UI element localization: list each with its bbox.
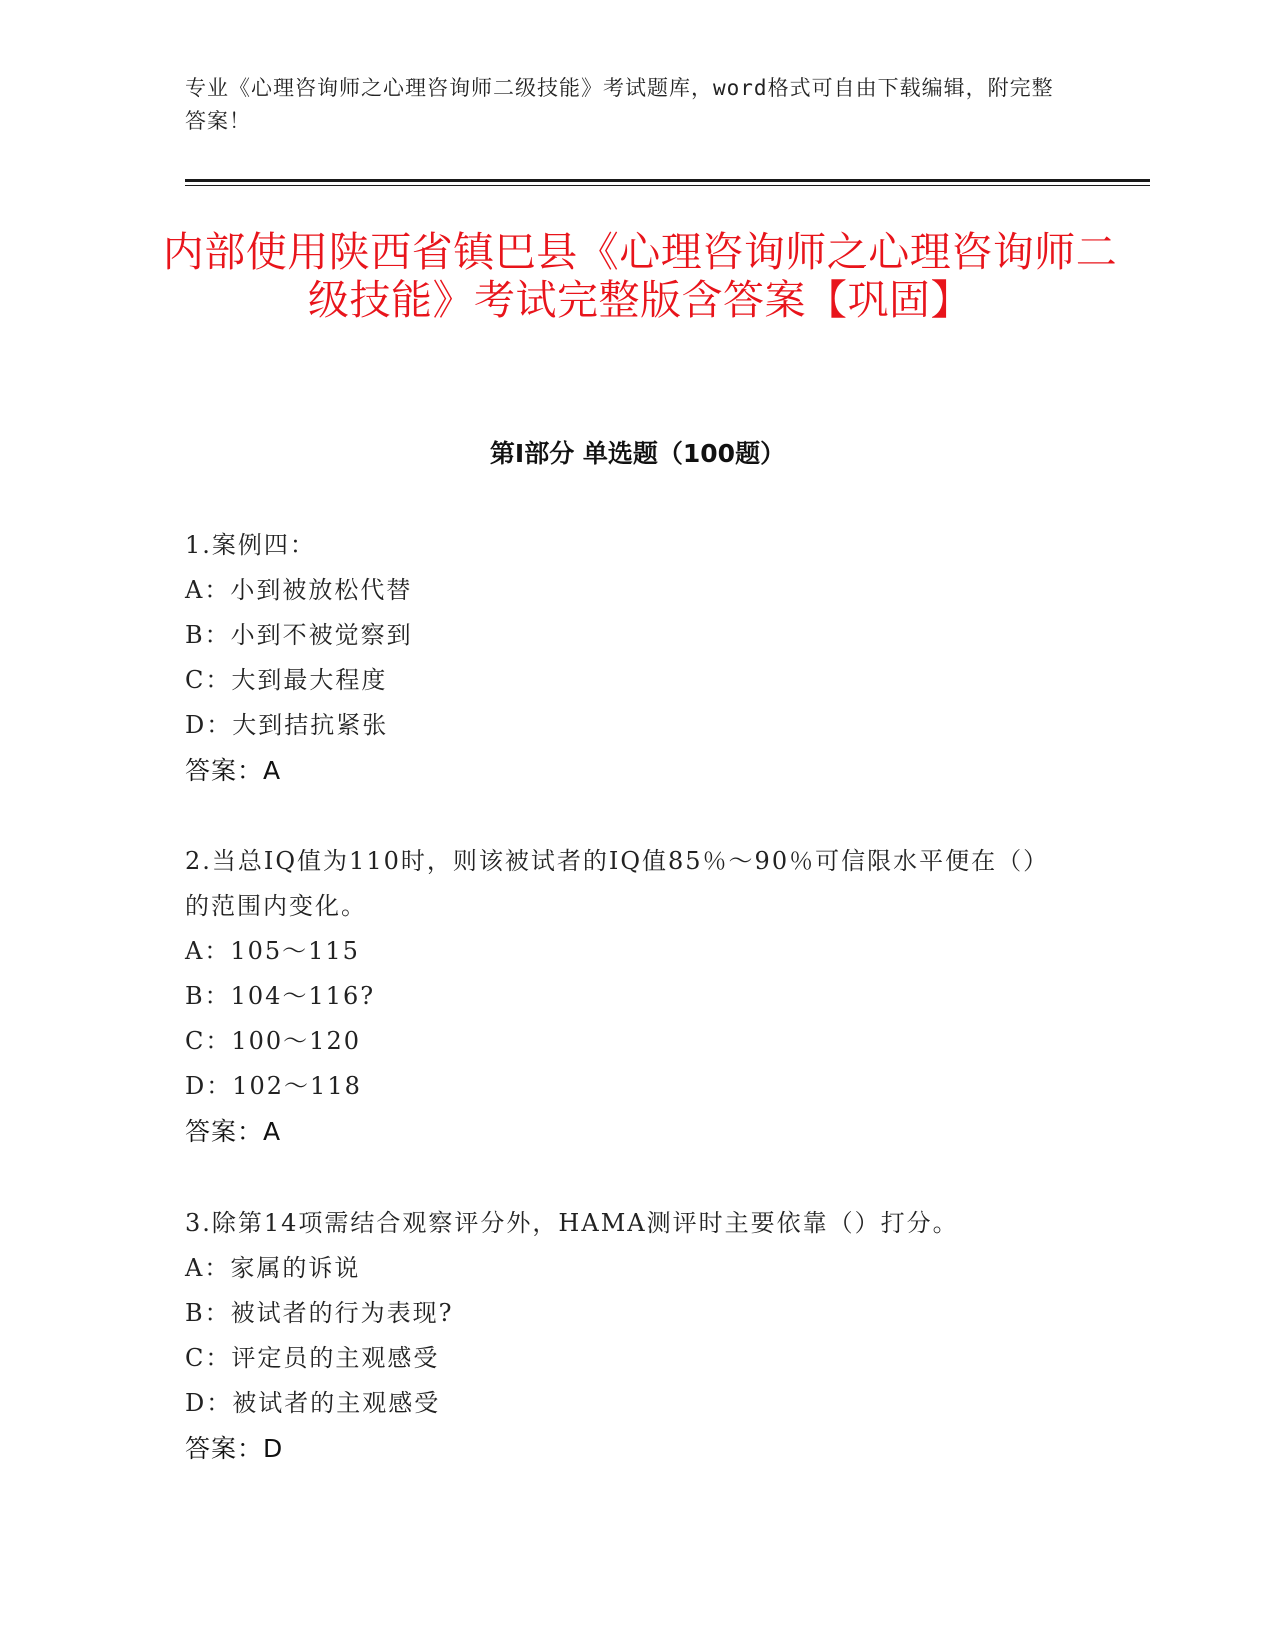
option-c: C：评定员的主观感受 xyxy=(185,1344,440,1372)
header-rule-thick xyxy=(185,179,1150,182)
question-block xyxy=(185,839,1065,1154)
option-a: A：家属的诉说 xyxy=(185,1254,361,1282)
option-c: C：大到最大程度 xyxy=(185,666,388,694)
document-title: 内部使用陕西省镇巴县《心理咨询师之心理咨询师二级技能》考试完整版含答案【巩固】 xyxy=(162,228,1118,324)
option-a: A：105～115 xyxy=(185,937,360,965)
question-block xyxy=(185,523,1065,793)
answer-line: 答案：A xyxy=(185,1117,282,1146)
option-a: A：小到被放松代替 xyxy=(185,576,413,604)
option-c: C：100～120 xyxy=(185,1027,361,1055)
option-b: B：小到不被觉察到 xyxy=(185,621,413,649)
answer-line: 答案：D xyxy=(185,1434,284,1463)
question-stem: 3.除第14项需结合观察评分外，HAMA测评时主要依靠（）打分。 xyxy=(185,1209,959,1237)
question-block xyxy=(185,1201,1065,1471)
option-d: D：大到拮抗紧张 xyxy=(185,711,389,739)
option-b: B：被试者的行为表现? xyxy=(185,1299,454,1327)
option-d: D：被试者的主观感受 xyxy=(185,1389,441,1417)
option-d: D：102～118 xyxy=(185,1072,362,1100)
question-stem: 2.当总IQ值为110时，则该被试者的IQ值85％～90％可信限水平便在（）的范围内变化。 xyxy=(185,847,1050,920)
answer-line: 答案：A xyxy=(185,756,282,785)
header-note: 专业《心理咨询师之心理咨询师二级技能》考试题库，word格式可自由下载编辑，附完整答案！ xyxy=(185,76,1054,133)
question-stem: 1.案例四： xyxy=(185,531,316,559)
section-heading: 第I部分 单选题（100题） xyxy=(489,439,786,468)
header-rule-thin xyxy=(185,185,1150,186)
option-b: B：104～116? xyxy=(185,982,376,1010)
